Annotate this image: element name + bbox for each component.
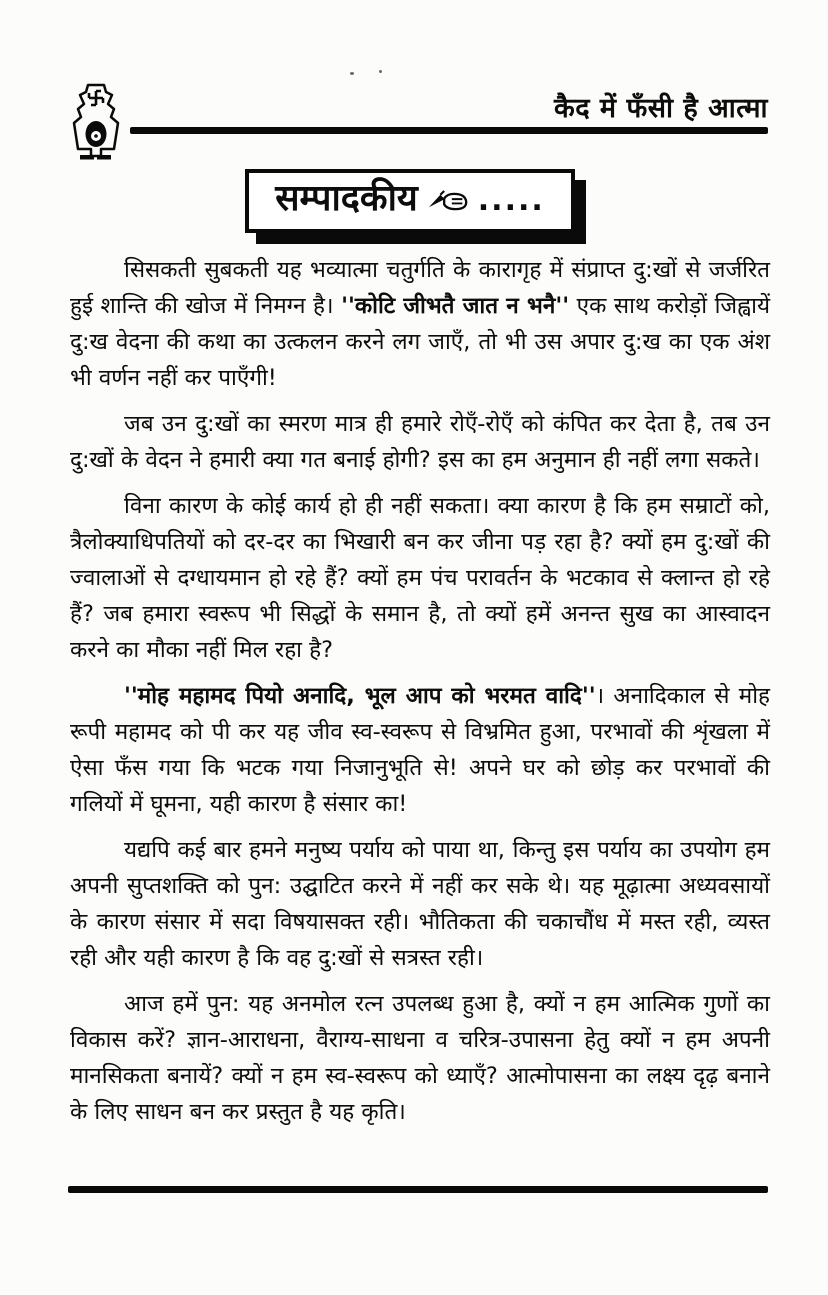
paragraph-text: आज हमें पुन: यह अनमोल रत्न उपलब्ध हुआ है, क्यों न हम आत्मिक गुणों का विकास करें? ज्ञान-आराधना, वैराग्य-साधना व चरित्र-उपासना हेतु क्यों न हम अपनी मानसिकता बनायें? क्यों न हम स्व-स्वरूप को ध्याएँ? आत्मोपासना का लक्ष्य दृढ़ बनाने के लिए साधन बन कर प्रस्तुत है यह कृति।	[70, 991, 770, 1125]
body-text	[70, 252, 770, 1140]
paragraph-text: विना कारण के कोई कार्य हो ही नहीं सकता। क्या कारण है कि हम सम्राटों को, त्रैलोक्याधिपतियों को दर-दर का भिखारी बन कर जीना पड़ रहा है? क्यों हम दु:खों की ज्वालाओं से दग्धायमान हो रहे हैं? क्यों हम पंच परावर्तन के भटकाव से क्लान्त हो रहे हैं? जब हमारा स्वरूप भी सिद्धों के समान है, तो क्यों हमें अनन्त सुख का आस्वादन करने का मौका नहीं मिल रहा है?	[70, 493, 770, 663]
paragraph	[70, 678, 770, 822]
paragraph	[70, 832, 770, 976]
paragraph	[70, 406, 770, 478]
quoted-verse: ''मोह महामद पियो अनादि, भूल आप को भरमत वादि''	[124, 683, 596, 709]
header-rule	[130, 127, 768, 134]
editorial-heading: सम्पादकीय	[275, 178, 418, 219]
writing-hand-icon	[426, 188, 470, 215]
paragraph	[70, 252, 770, 396]
paragraph	[70, 986, 770, 1130]
heading-dots: .....	[477, 183, 545, 218]
editorial-heading-box	[245, 169, 575, 233]
paragraph	[70, 488, 770, 668]
jain-emblem-icon	[64, 82, 128, 178]
paragraph-text: सिसकती सुबकती यह भव्यात्मा चतुर्गति के कारागृह में संप्राप्त दु:खों से जर्जरित हुई शान्ति की खोज में निमग्न है।	[70, 257, 770, 319]
paragraph-text: एक साथ करोड़ों जिह्वायें दु:ख वेदना की कथा का उत्कलन करने लग जाएँ, तो भी उस अपार दु:ख का एक अंश भी वर्णन नहीं कर पाएँगी!	[70, 293, 770, 391]
scan-speck	[350, 72, 354, 75]
logo-caption-marks	[80, 155, 94, 160]
book-title: कैद में फँसी है आत्मा	[553, 93, 768, 124]
paragraph-text: । अनादिकाल से मोह रूपी महामद को पी कर यह जीव स्व-स्वरूप से विभ्रमित हुआ, परभावों की शृंखला में ऐसा फँस गया कि भटक गया निजानुभूति से! अपने घर को छोड़ कर परभावों की गलियों में घूमना, यही कारण है संसार का!	[70, 683, 770, 817]
scan-speck	[379, 70, 382, 73]
footer-rule	[68, 1186, 768, 1193]
paragraph-text: जब उन दु:खों का स्मरण मात्र ही हमारे रोएँ-रोएँ को कंपित कर देता है, तब उन दु:खों के वेदन ने हमारी क्या गत बनाई होगी? इस का हम अनुमान ही नहीं लगा सकते।	[70, 411, 770, 473]
swastika-mark	[89, 91, 103, 105]
paragraph-text: यद्यपि कई बार हमने मनुष्य पर्याय को पाया था, किन्तु इस पर्याय का उपयोग हम अपनी सुप्तशक्ति को पुन: उद्घाटित करने में नहीं कर सके थे। यह मूढ़ात्मा अध्यवसायों के कारण संसार में सदा विषयासक्त रही। भौतिकता की चकाचौंध में मस्त रही, व्यस्त रही और यही कारण है कि वह दु:खों से सत्रस्त रही।	[70, 837, 770, 971]
quoted-verse: ''कोटि जीभतै जात न भनै''	[341, 293, 570, 319]
